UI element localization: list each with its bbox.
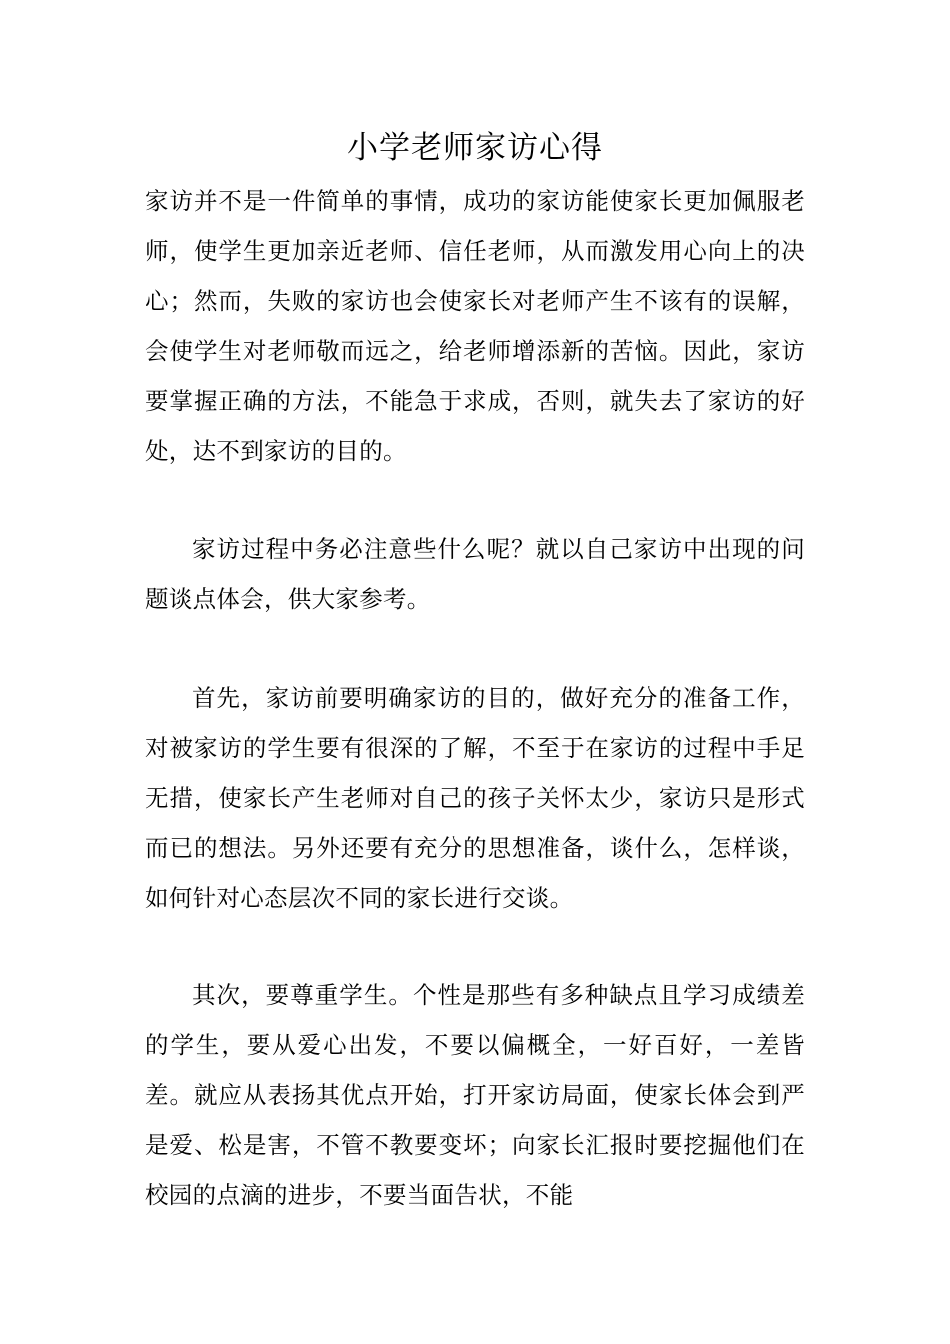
paragraph-intro: 家访并不是一件简单的事情，成功的家访能使家长更加佩服老师，使学生更加亲近老师、信任老师，从而激发用心向上的决心；然而，失败的家访也会使家长对老师产生不该有的误解，会使学生对老师敬而远之，给老师增添新的苦恼。因此，家访要掌握正确的方法，不能急于求成，否则，就失去了家访的好处，达不到家访的目的。 <box>145 187 805 465</box>
paragraph-first-point: 首先，家访前要明确家访的目的，做好充分的准备工作，对被家访的学生要有很深的了解，不至于在家访的过程中手足无措，使家长产生老师对自己的孩子关怀太少，家访只是形式而已的想法。另外还要有充分的思想准备，谈什么，怎样谈，如何针对心态层次不同的家长进行交谈。 <box>145 684 805 912</box>
paragraph-second-point: 其次，要尊重学生。个性是那些有多种缺点且学习成绩差的学生，要从爱心出发，不要以偏概全，一好百好，一差皆差。就应从表扬其优点开始，打开家访局面，使家长体会到严是爱、松是害，不管不教要变坏；向家长汇报时要挖掘他们在校园的点滴的进步，不要当面告状，不能 <box>145 981 805 1209</box>
paragraph-question: 家访过程中务必注意些什么呢？就以自己家访中出现的问题谈点体会，供大家参考。 <box>145 535 805 613</box>
document-title: 小学老师家访心得 <box>347 130 603 166</box>
